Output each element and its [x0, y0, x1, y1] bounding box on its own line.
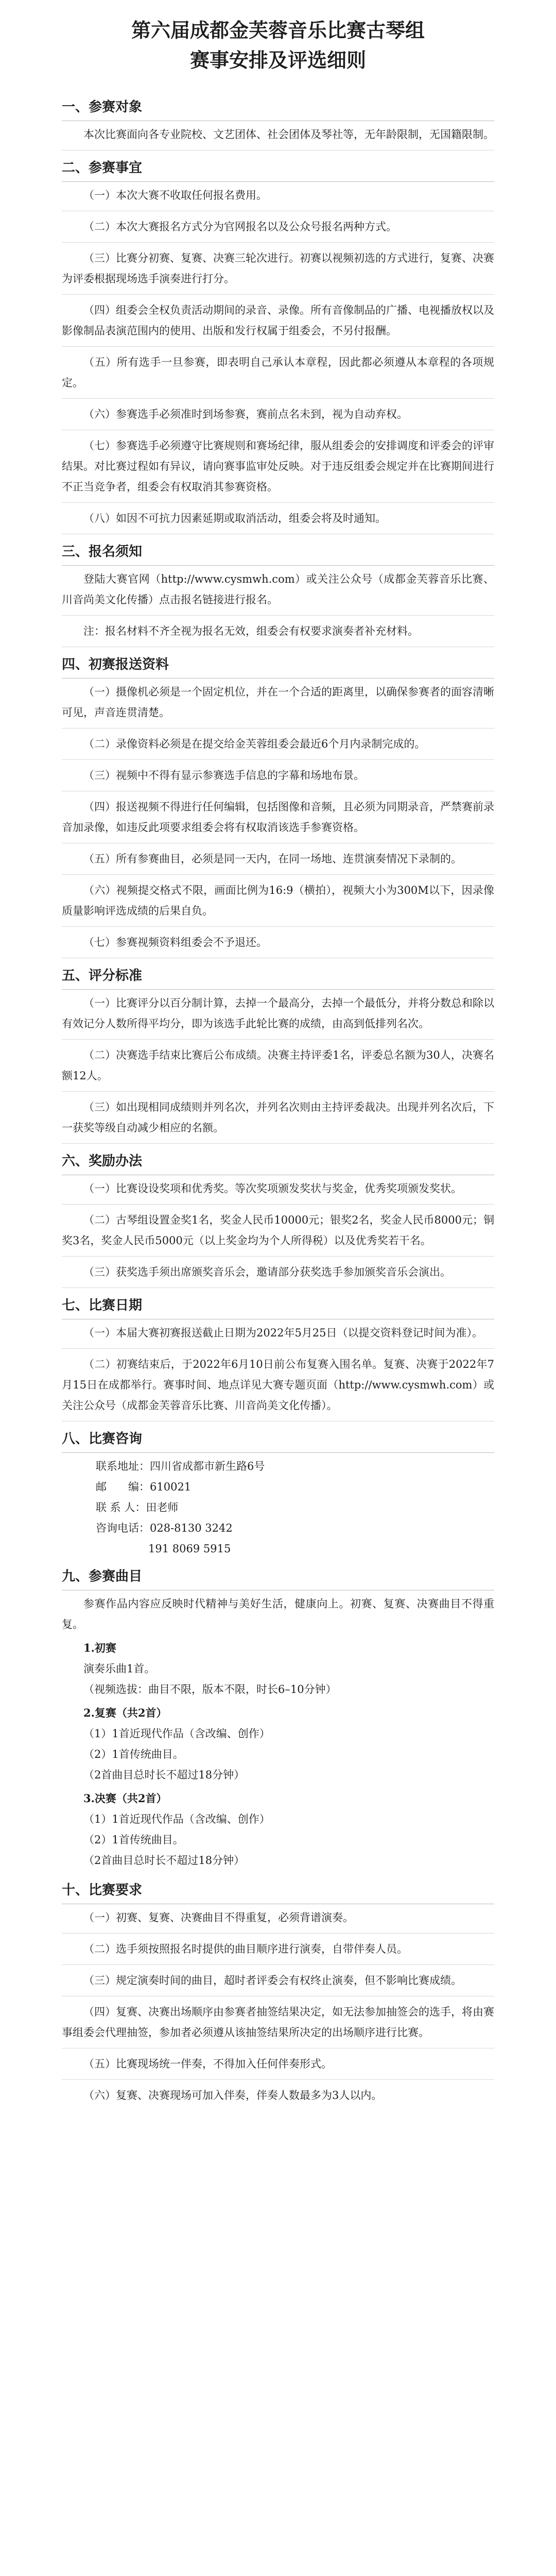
paragraph: （五）所有参赛曲目，必须是同一天内，在同一场地、连贯演奏情况下录制的。 — [62, 849, 494, 875]
section-heading: 九、参赛曲目 — [62, 1566, 494, 1590]
paragraph: （一）摄像机必须是一个固定机位，并在一个合适的距离里，以确保参赛者的面容清晰可见，声音连贯清楚。 — [62, 682, 494, 728]
paragraph: （三）视频中不得有显示参赛选手信息的字幕和场地布景。 — [62, 765, 494, 791]
section-heading: 十、比赛要求 — [62, 1880, 494, 1904]
round-line: （1）1首近现代作品（含改编、创作） — [83, 1813, 270, 1825]
contact-postcode: 邮 编：610021 — [96, 1481, 192, 1493]
contact-person: 联 系 人：田老师 — [96, 1501, 179, 1514]
paragraph: 本次比赛面向各专业院校、文艺团体、社会团体及琴社等，无年龄限制，无国籍限制。 — [62, 124, 494, 150]
round-line: 演奏乐曲1首。 — [83, 1663, 155, 1675]
paragraph: （三）获奖选手须出席颁奖音乐会，邀请部分获奖选手参加颁奖音乐会演出。 — [62, 1262, 494, 1288]
paragraph: （一）比赛评分以百分制计算，去掉一个最高分，去掉一个最低分，并将分数总和除以有效记分人数所得平均分，即为该选手此轮比赛的成绩，由高到低排列名次。 — [62, 993, 494, 1040]
contact-phone: 咨询电话：028-8130 3242 — [96, 1522, 233, 1534]
section-heading: 二、参赛事宜 — [62, 158, 494, 182]
paragraph: （三）比赛分初赛、复赛、决赛三轮次进行。初赛以视频初选的方式进行，复赛、决赛为评委根据现场选手演奏进行打分。 — [62, 248, 494, 295]
paragraph: （七）参赛视频资料组委会不予退还。 — [62, 932, 494, 958]
paragraph: 登陆大赛官网（http://www.cysmwh.com）或关注公众号（成都金芙蓉音乐比赛、川音尚美文化传播）点击报名链接进行报名。 — [62, 569, 494, 616]
paragraph: （二）本次大赛报名方式分为官网报名以及公众号报名两种方式。 — [62, 216, 494, 243]
section-heading: 四、初赛报送资料 — [62, 654, 494, 679]
round-label-preliminary: 1.初赛 — [83, 1641, 116, 1654]
contact-block — [62, 1456, 494, 1559]
paragraph: （四）复赛、决赛出场顺序由参赛者抽签结果决定，如无法参加抽签会的选手，将由赛事组委会代理抽签，参加者必须遵从该抽签结果所决定的出场顺序进行比赛。 — [62, 2002, 494, 2048]
paragraph: （三）规定演奏时间的曲目，超时者评委会有权终止演奏，但不影响比赛成绩。 — [62, 1970, 494, 1996]
section-heading: 五、评分标准 — [62, 965, 494, 990]
round-label-semifinal: 2.复赛（共2首） — [83, 1706, 167, 1719]
paragraph: 注：报名材料不齐全视为报名无效，组委会有权要求演奏者补充材料。 — [62, 621, 494, 647]
paragraph: （一）本次大赛不收取任何报名费用。 — [62, 185, 494, 211]
paragraph: （一）比赛设设奖项和优秀奖。等次奖项颁发奖状与奖金，优秀奖项颁发奖状。 — [62, 1178, 494, 1205]
section-heading: 六、奖励办法 — [62, 1151, 494, 1175]
paragraph: （二）录像资料必须是在提交给金芙蓉组委会最近6个月内录制完成的。 — [62, 734, 494, 760]
repertoire-intro: 参赛作品内容应反映时代精神与美好生活，健康向上。初赛、复赛、决赛曲目不得重复。 — [62, 1598, 494, 1631]
round-line: （2首曲目总时长不超过18分钟） — [83, 1854, 245, 1867]
contact-phone-alt: 191 8069 5915 — [148, 1543, 231, 1555]
round-label-final: 3.决赛（共2首） — [83, 1792, 167, 1805]
round-line: （2首曲目总时长不超过18分钟） — [83, 1769, 245, 1781]
paragraph: （一）初赛、复赛、决赛曲目不得重复，必须背谱演奏。 — [62, 1907, 494, 1934]
round-line: （1）1首近现代作品（含改编、创作） — [83, 1727, 270, 1740]
title-line-2: 赛事安排及评选细则 — [189, 48, 366, 72]
round-line: （2）1首传统曲目。 — [83, 1748, 184, 1760]
title-line-1: 第六届成都金芙蓉音乐比赛古琴组 — [131, 19, 425, 42]
paragraph: （六）参赛选手必须准时到场参赛，赛前点名未到，视为自动弃权。 — [62, 404, 494, 430]
paragraph: （三）如出现相同成绩则并列名次，并列名次则由主持评委裁决。出现并列名次后，下一获奖等级自动减少相应的名额。 — [62, 1097, 494, 1144]
document-title — [62, 15, 494, 75]
paragraph: （二）初赛结束后，于2022年6月10日前公布复赛入围名单。复赛、决赛于2022年7月15日在成都举行。赛事时间、地点详见大赛专题页面（http://www.cysmwh.com）或关注公众号（成都金芙蓉音乐比赛、川音尚美文化传播）。 — [62, 1354, 494, 1421]
paragraph: （六）视频提交格式不限，画面比例为16:9（横拍），视频大小为300M以下，因录像质量影响评选成绩的后果自负。 — [62, 880, 494, 927]
paragraph: （七）参赛选手必须遵守比赛规则和赛场纪律，服从组委会的安排调度和评委会的评审结果。对比赛过程如有异议，请向赛事监审处反映。对于违反组委会规定并在比赛期间进行不正当竞争者，组委会有权取消其参赛资格。 — [62, 435, 494, 503]
section-heading: 三、报名须知 — [62, 541, 494, 566]
paragraph: （六）复赛、决赛现场可加入伴奏，伴奏人数最多为3人以内。 — [83, 2089, 383, 2102]
section-heading: 七、比赛日期 — [62, 1295, 494, 1319]
paragraph: （八）如因不可抗力因素延期或取消活动，组委会将及时通知。 — [62, 508, 494, 534]
paragraph: （五）比赛现场统一伴奏，不得加入任何伴奏形式。 — [62, 2054, 494, 2080]
paragraph: （四）组委会全权负责活动期间的录音、录像。所有音像制品的广播、电视播放权以及影像制品表演范围内的使用、出版和发行权属于组委会，不另付报酬。 — [62, 300, 494, 347]
section-heading: 八、比赛咨询 — [62, 1429, 494, 1453]
paragraph: （二）古琴组设置金奖1名，奖金人民币10000元；银奖2名，奖金人民币8000元；铜奖3名，奖金人民币5000元（以上奖金均为个人所得税）以及优秀奖若干名。 — [62, 1210, 494, 1257]
round-line: （2）1首传统曲目。 — [83, 1834, 184, 1846]
contact-address: 联系地址：四川省成都市新生路6号 — [96, 1460, 265, 1472]
paragraph: （五）所有选手一旦参赛，即表明自己承认本章程，因此都必须遵从本章程的各项规定。 — [62, 352, 494, 399]
paragraph: （二）选手须按照报名时提供的曲目顺序进行演奏，自带伴奏人员。 — [62, 1939, 494, 1965]
paragraph: （四）报送视频不得进行任何编辑，包括图像和音频，且必须为同期录音，严禁赛前录音加录像，如违反此项要求组委会将有权取消该选手参赛资格。 — [62, 796, 494, 843]
paragraph: （一）本届大赛初赛报送截止日期为2022年5月25日（以提交资料登记时间为准）。 — [62, 1323, 494, 1349]
paragraph: （二）决赛选手结束比赛后公布成绩。决赛主持评委1名，评委总名额为30人，决赛名额12人。 — [62, 1045, 494, 1092]
round-line: （视频选拔：曲目不限，版本不限，时长6–10分钟） — [83, 1683, 337, 1696]
section-heading: 一、参赛对象 — [62, 97, 494, 121]
